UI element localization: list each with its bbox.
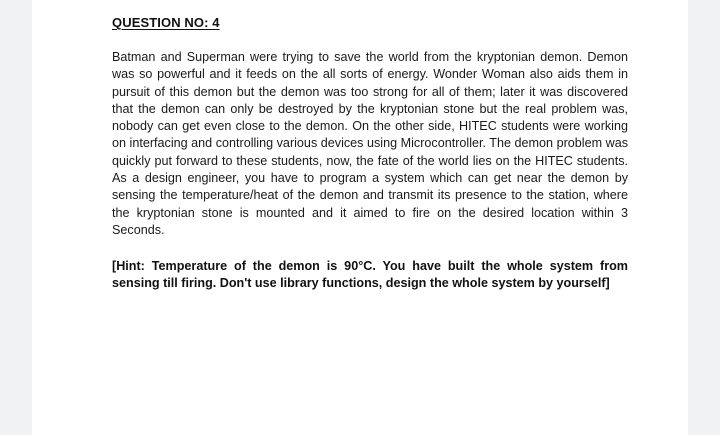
- question-paragraph: Batman and Superman were trying to save the world from the kryptonian demon. Demon was so powerful and it feeds on the all sorts of energy. Wonder Woman also aids them in pursuit of this demon but the demon was too strong for all of them; later it was discovered that the demon can only be destroyed by the kryptonian stone but the real problem was, nobody can get even close to the demon. On the other side, HITEC students were working on interfacing and controlling various devices using Microcontroller. The demon problem was quickly put forward to these students, now, the fate of the world lies on the HITEC students. As a design engineer, you have to program a system which can get near the demon by sensing the temperature/heat of the demon and transmit its presence to the station, where the kryptonian stone is mounted and it aimed to fire on the desired location within 3 Seconds.: [112, 50, 628, 237]
- question-heading: QUESTION NO: 4: [112, 15, 220, 30]
- document-page: [32, 0, 688, 435]
- hint-paragraph: [Hint: Temperature of the demon is 90°C. You have built the whole system from sensing till firing. Don't use library functions, design the whole system by yourself]: [112, 259, 628, 291]
